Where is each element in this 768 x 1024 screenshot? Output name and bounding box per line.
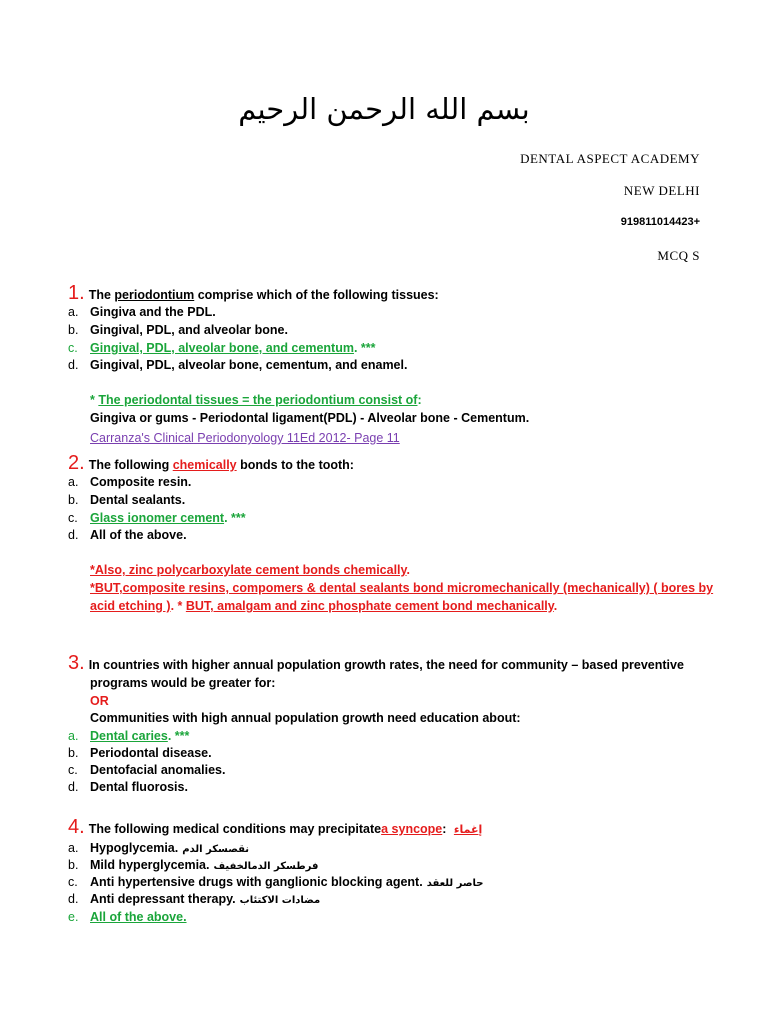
- question-number: 4.: [68, 816, 85, 838]
- q4-option-b: b. Mild hyperglycemia. فرطسكر الدمالخفيف: [68, 858, 319, 872]
- q1-option-d: d. Gingival, PDL, alveolar bone, cementum, and enamel.: [68, 358, 408, 372]
- q3-or-label: OR: [90, 694, 109, 708]
- academy-name: DENTAL ASPECT ACADEMY: [520, 151, 700, 166]
- question-number: 2.: [68, 452, 85, 474]
- phone-number: 919811014423+: [620, 216, 700, 228]
- underlined-term: chemically: [172, 458, 237, 472]
- question-1-stem: 1. The periodontium comprise which of the following tissues:: [68, 282, 439, 304]
- underlined-term: a syncope: [381, 822, 443, 836]
- q1-reference: Carranza's Clinical Periodonyology 11Ed 2012- Page 11: [90, 431, 400, 445]
- question-2-stem: 2. The following chemically bonds to the tooth:: [68, 452, 354, 474]
- q3-option-d: d. Dental fluorosis.: [68, 780, 188, 794]
- q4-option-a: a. Hypoglycemia. نقصسكر الدم: [68, 841, 250, 855]
- section-title: MCQ S: [657, 248, 700, 263]
- q2-option-d: d. All of the above.: [68, 528, 187, 542]
- q3-option-b: b. Periodontal disease.: [68, 746, 212, 760]
- q2-note-1: *Also, zinc polycarboxylate cement bonds chemically.: [90, 563, 411, 577]
- q1-option-b: b. Gingival, PDL, and alveolar bone.: [68, 323, 288, 337]
- bismillah-heading: بسم الله الرحمن الرحيم: [238, 92, 530, 126]
- q1-option-c-correct: c. Gingival, PDL, alveolar bone, and cementum. ***: [68, 341, 376, 355]
- q2-option-a: a. Composite resin.: [68, 475, 192, 489]
- q3-option-c: c. Dentofacial anomalies.: [68, 763, 226, 777]
- question-3-stem-line2: programs would be greater for:: [90, 676, 276, 690]
- q2-option-c-correct: c. Glass ionomer cement. ***: [68, 511, 246, 525]
- underlined-term: periodontium: [114, 288, 195, 302]
- q2-note-2-line1: *BUT,composite resins, compomers & dental sealants bond micromechanically (mechanically) ( bores by: [90, 581, 714, 595]
- q3-option-a-correct: a. Dental caries. ***: [68, 729, 190, 743]
- q1-note-title: * The periodontal tissues = the periodontium consist of:: [90, 393, 422, 407]
- q3-alt-stem: Communities with high annual population growth need education about:: [90, 711, 521, 725]
- question-number: 3.: [68, 652, 85, 674]
- question-number: 1.: [68, 282, 85, 304]
- q1-note-body: Gingiva or gums - Periodontal ligament(PDL) - Alveolar bone - Cementum.: [90, 411, 530, 425]
- city-name: NEW DELHI: [623, 183, 700, 198]
- q2-option-b: b. Dental sealants.: [68, 493, 186, 507]
- arabic-term: إغماء: [453, 823, 483, 836]
- q1-option-a: a. Gingiva and the PDL.: [68, 305, 216, 319]
- q4-option-e-correct: e. All of the above.: [68, 910, 187, 924]
- question-4-stem: 4. The following medical conditions may precipitatea syncope: إغماء: [68, 816, 483, 838]
- q4-option-c: c. Anti hypertensive drugs with ganglionic blocking agent. حاصر للعقد: [68, 875, 484, 889]
- question-3-stem: 3. In countries with higher annual population growth rates, the need for community – based preventive: [68, 652, 684, 674]
- q4-option-d: d. Anti depressant therapy. مضادات الاكتئاب: [68, 892, 321, 906]
- q2-note-2-line2: acid etching ). * BUT, amalgam and zinc phosphate cement bond mechanically.: [90, 599, 558, 613]
